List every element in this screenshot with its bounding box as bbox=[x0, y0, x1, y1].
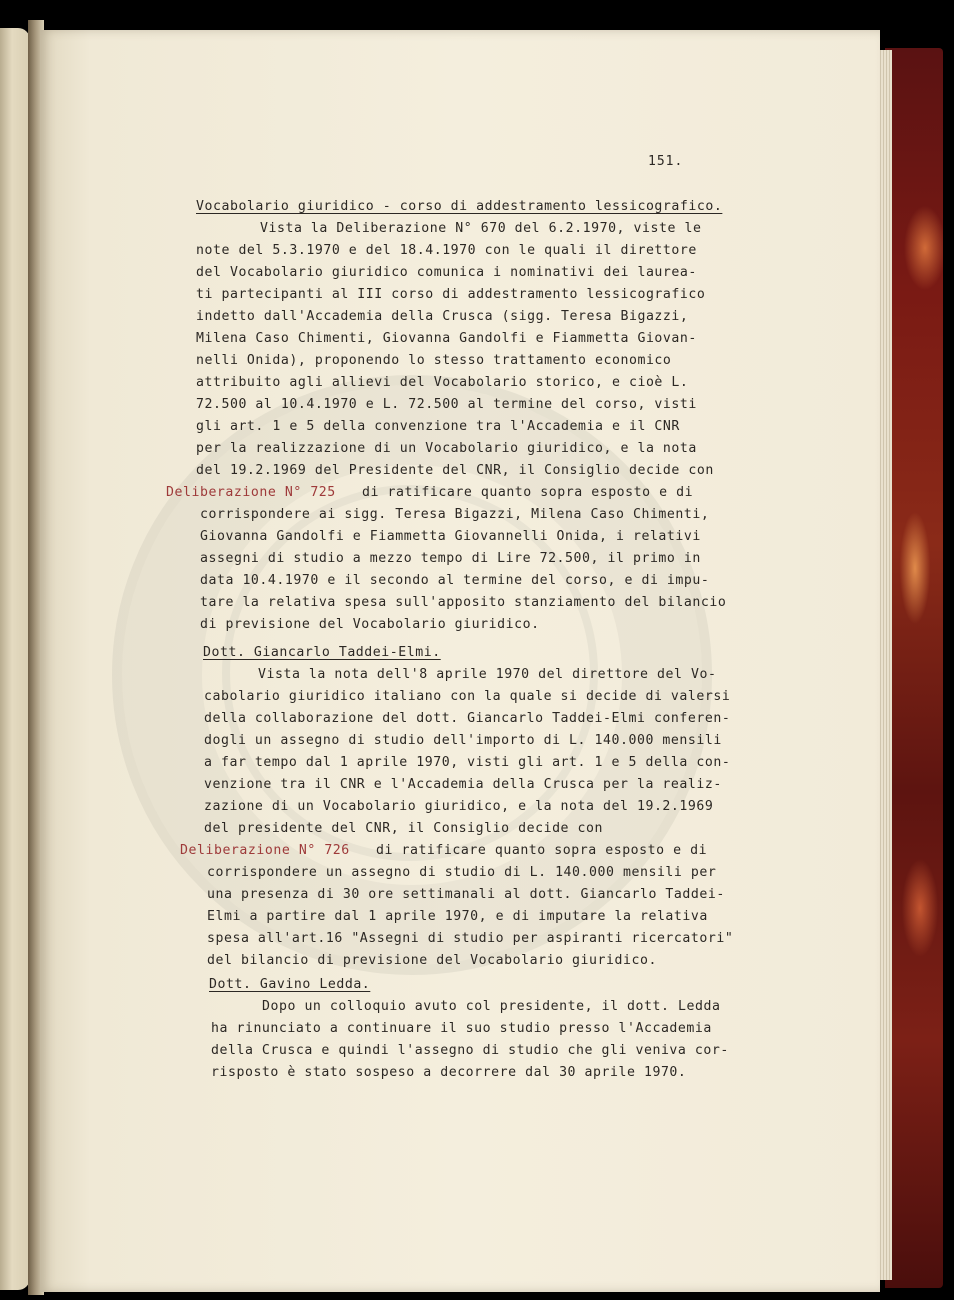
text-line: di previsione del Vocabolario giuridico. bbox=[200, 617, 540, 632]
text-line: del presidente del CNR, il Consiglio decide con bbox=[204, 821, 604, 836]
text-line: Dopo un colloquio avuto col presidente, il dott. Ledda bbox=[262, 999, 721, 1014]
text-line: Vista la nota dell'8 aprile 1970 del direttore del Vo- bbox=[258, 667, 717, 682]
text-line: zazione di un Vocabolario giuridico, e la nota del 19.2.1969 bbox=[204, 799, 714, 814]
text-line: tare la relativa spesa sull'apposito stanziamento del bilancio bbox=[200, 595, 727, 610]
text-line: Vista la Deliberazione N° 670 del 6.2.1970, viste le bbox=[260, 221, 702, 236]
text-line: nelli Onida), proponendo lo stesso trattamento economico bbox=[196, 353, 672, 368]
text-line: di ratificare quanto sopra esposto e di bbox=[376, 843, 708, 858]
text-line: una presenza di 30 ore settimanali al dott. Giancarlo Taddei- bbox=[207, 887, 725, 902]
text-line: data 10.4.1970 e il secondo al termine del corso, e di impu- bbox=[200, 573, 710, 588]
text-line: Milena Caso Chimenti, Giovanna Gandolfi e Fiammetta Giovan- bbox=[196, 331, 697, 346]
text-line: del bilancio di previsione del Vocabolario giuridico. bbox=[207, 953, 657, 968]
text-line: corrispondere ai sigg. Teresa Bigazzi, Milena Caso Chimenti, bbox=[200, 507, 710, 522]
text-line: attribuito agli allievi del Vocabolario storico, e cioè L. bbox=[196, 375, 689, 390]
text-line: assegni di studio a mezzo tempo di Lire 72.500, il primo in bbox=[200, 551, 701, 566]
text-line: spesa all'art.16 "Assegni di studio per aspiranti ricercatori" bbox=[207, 931, 734, 946]
text-line: gli art. 1 e 5 della convenzione tra l'Accademia e il CNR bbox=[196, 419, 680, 434]
text-line: venzione tra il CNR e l'Accademia della Crusca per la realiz- bbox=[204, 777, 722, 792]
text-line: di ratificare quanto sopra esposto e di bbox=[362, 485, 694, 500]
section-heading-vocabolario: Vocabolario giuridico - corso di addestramento lessicografico. bbox=[196, 199, 723, 214]
text-line: note del 5.3.1970 e del 18.4.1970 con le quali il direttore bbox=[196, 243, 697, 258]
text-line: della Crusca e quindi l'assegno di studio che gli veniva cor- bbox=[211, 1043, 729, 1058]
text-line: 72.500 al 10.4.1970 e L. 72.500 al termine del corso, visti bbox=[196, 397, 697, 412]
text-line: del Vocabolario giuridico comunica i nominativi dei laurea- bbox=[196, 265, 697, 280]
deliberation-label-725: Deliberazione N° 725 bbox=[166, 485, 336, 500]
text-line: a far tempo dal 1 aprile 1970, visti gli art. 1 e 5 della con- bbox=[204, 755, 731, 770]
page-number: 151. bbox=[648, 154, 684, 169]
text-line: risposto è stato sospeso a decorrere dal 30 aprile 1970. bbox=[211, 1065, 687, 1080]
text-line: corrispondere un assegno di studio di L. 140.000 mensili per bbox=[207, 865, 717, 880]
deliberation-label-726: Deliberazione N° 726 bbox=[180, 843, 350, 858]
text-line: Elmi a partire dal 1 aprile 1970, e di imputare la relativa bbox=[207, 909, 708, 924]
text-line: della collaborazione del dott. Giancarlo Taddei-Elmi conferen- bbox=[204, 711, 731, 726]
text-line: Giovanna Gandolfi e Fiammetta Giovannelli Onida, i relativi bbox=[200, 529, 701, 544]
book-cover-marbled bbox=[885, 48, 943, 1288]
text-line: cabolario giuridico italiano con la quale si decide di valersi bbox=[204, 689, 731, 704]
text-line: ti partecipanti al III corso di addestramento lessicografico bbox=[196, 287, 706, 302]
text-line: per la realizzazione di un Vocabolario giuridico, e la nota bbox=[196, 441, 697, 456]
text-line: del 19.2.1969 del Presidente del CNR, il Consiglio decide con bbox=[196, 463, 714, 478]
section-heading-taddei-elmi: Dott. Giancarlo Taddei-Elmi. bbox=[203, 645, 441, 660]
text-line: ha rinunciato a continuare il suo studio presso l'Accademia bbox=[211, 1021, 712, 1036]
text-line: indetto dall'Accademia della Crusca (sigg. Teresa Bigazzi, bbox=[196, 309, 689, 324]
text-line: dogli un assegno di studio dell'importo di L. 140.000 mensili bbox=[204, 733, 722, 748]
left-page-edge bbox=[0, 28, 30, 1290]
section-heading-ledda: Dott. Gavino Ledda. bbox=[209, 977, 371, 992]
